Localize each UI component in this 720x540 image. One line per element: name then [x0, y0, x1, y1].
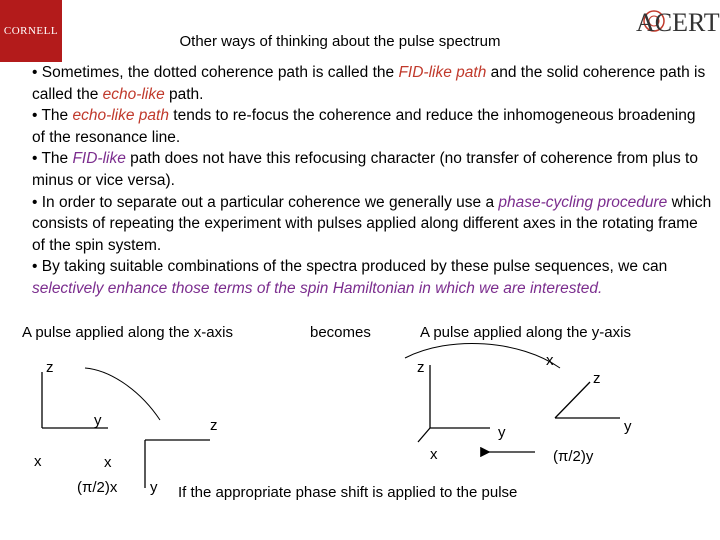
bullet-text: which consists of repeating the experiment with pulses applied along different axes in the rotating frame of the spin system. [32, 193, 712, 254]
bullet-item [32, 192, 712, 257]
left-y-label: y [94, 412, 102, 429]
right2-diag-axis [555, 382, 590, 418]
bullet-emphasis: FID-like [72, 150, 126, 168]
acert-logo-text: ACERT [636, 8, 720, 37]
left2-z-label: z [210, 417, 218, 434]
bullet-item [32, 105, 712, 148]
right-x-axis [418, 428, 430, 442]
right-pulse-label: (π/2)y [553, 448, 594, 465]
bullet-emphasis: phase-cycling procedure [498, 193, 668, 211]
bullet-item [32, 256, 712, 299]
right-y-label: y [498, 424, 506, 441]
bullet-emphasis: selectively enhance those terms of the spin Hamiltonian in which we are interested. [32, 279, 603, 297]
right2-y-label: y [624, 418, 632, 435]
right2-z-label: z [593, 370, 601, 387]
caption-mid: becomes [310, 324, 371, 341]
left-pulse-label: (π/2)x [77, 479, 118, 496]
bullet-text: • The [32, 107, 73, 125]
bullet-emphasis: FID-like path [398, 64, 487, 81]
left-z-label: z [46, 359, 54, 376]
right2-x-label: x [546, 352, 554, 369]
caption-right: A pulse applied along the y-axis [420, 324, 631, 341]
bullet-text: • In order to separate out a particular coherence we generally use a [32, 193, 499, 211]
right-z-label: z [417, 359, 425, 376]
bullet-list [32, 62, 712, 300]
left-x-label: x [34, 453, 42, 470]
bullet-emphasis: echo-like [102, 85, 165, 103]
bullet-text: path does not have this refocusing character (no transfer of coherence from plus to minus or vice versa). [32, 150, 698, 189]
left2-y-label: y [150, 479, 158, 496]
left-placeholder [42, 402, 60, 428]
bullet-text: path. [164, 85, 204, 103]
cornell-logo-text: CORNELL [3, 25, 59, 37]
bullet-text: • The [32, 150, 73, 168]
caption-left: A pulse applied along the x-axis [22, 324, 233, 341]
bullet-item [32, 148, 712, 191]
right-pulse-arc [405, 343, 560, 368]
bullet-item [32, 62, 712, 105]
bullet-emphasis: echo-like path [72, 107, 169, 125]
cornell-logo [0, 0, 62, 62]
footer-caption: If the appropriate phase shift is applied to the pulse [178, 484, 518, 501]
pulse-diagram-svg [0, 320, 720, 540]
bullet-text: • Sometimes, the dotted coherence path is called the [32, 64, 399, 81]
bullet-text: • By taking suitable combinations of the spectra produced by these pulse sequences, we can [32, 258, 668, 276]
bullet-text: and the solid coherence path is called the [32, 64, 706, 103]
pulse-diagram [0, 320, 720, 540]
bullet-text: tends to re-focus the coherence and reduce the inhomogeneous broadening of the resonance line. [32, 107, 696, 146]
right-x-label: x [430, 446, 438, 463]
slide-title: Other ways of thinking about the pulse spectrum [179, 33, 501, 50]
left2-x-label: x [104, 454, 112, 471]
